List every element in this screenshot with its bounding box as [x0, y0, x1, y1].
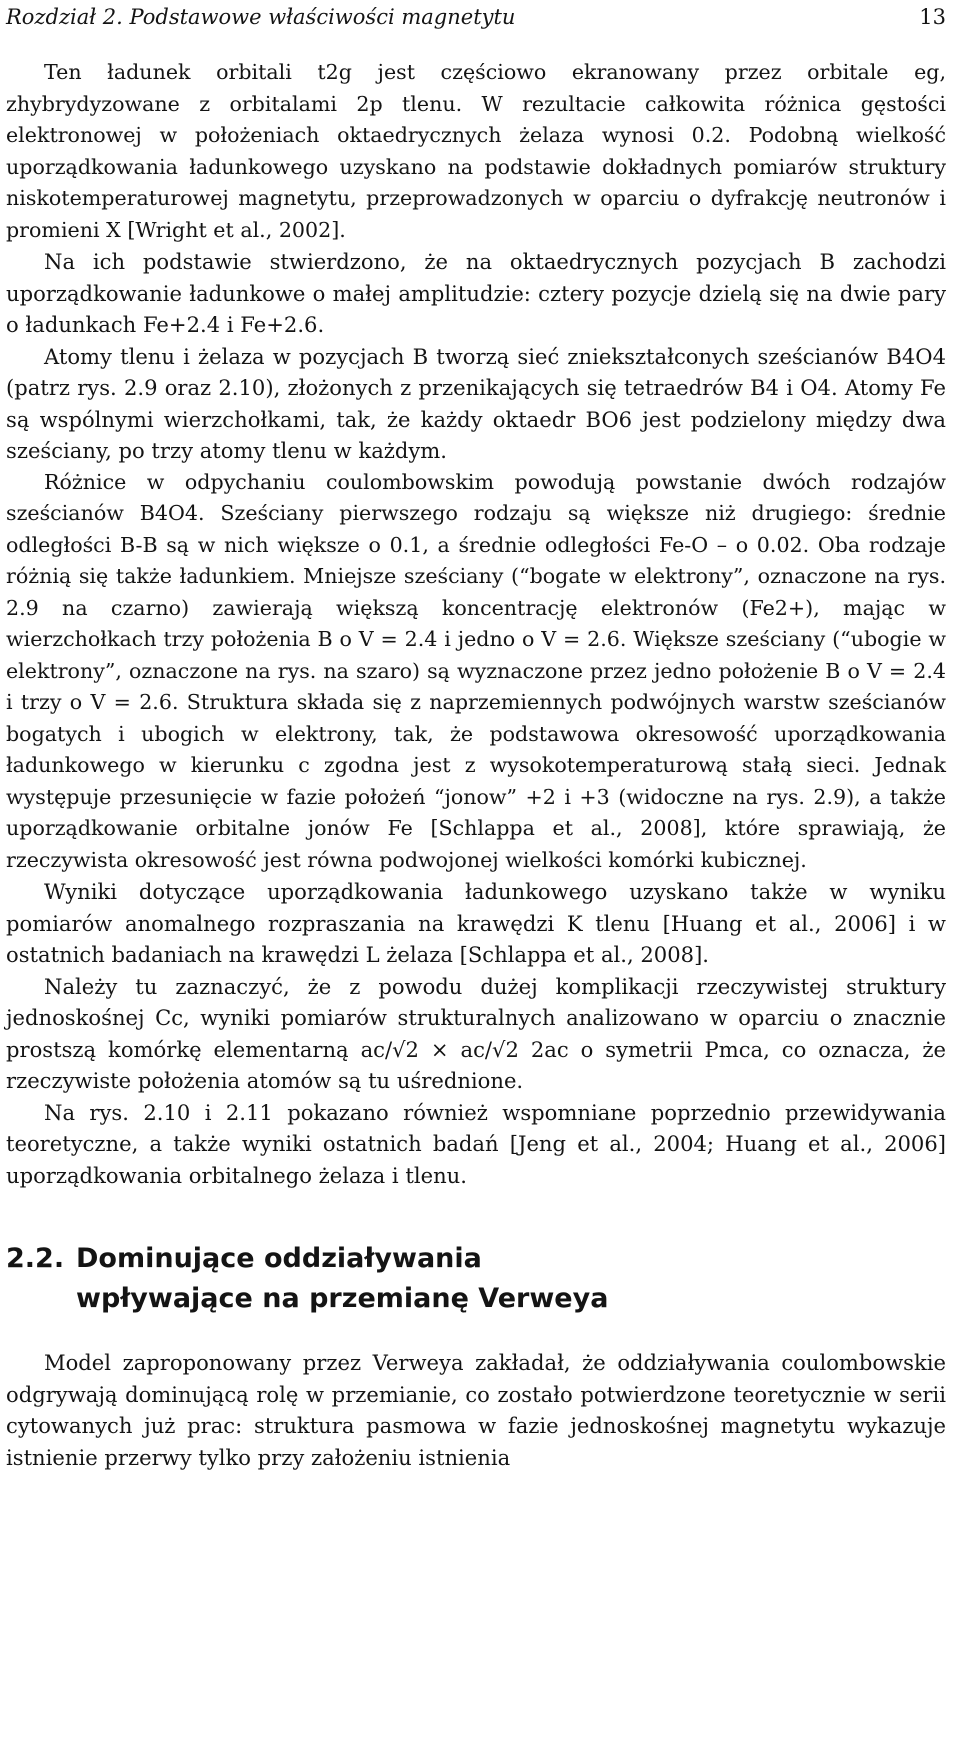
chapter-title: Rozdział 2. Podstawowe właściwości magnetytu [6, 5, 516, 29]
paragraph-8: Model zaproponowany przez Verweya zakładał, że oddziaływania coulombowskie odgrywają dominującą rolę w przemianie, co zostało potwierdzone teoretycznie w serii cytowanych już prac: struktura pasmowa w fazie jednoskośnej magnetytu wykazuje istnienie przerwy tylko przy założeniu istnienia [6, 1350, 946, 1470]
paragraph-4: Różnice w odpychaniu coulombowskim powodują powstanie dwóch rodzajów sześcianów B4O4. Sześciany pierwszego rodzaju są większe niż drugiego: średnie odległości B-B są w nich większe o 0.1, a średnie odległości Fe-O – o 0.02. Oba rodzaje różnią się także ładunkiem. Mniejsze sześciany (“bogate w elektrony”, oznaczone na rys. 2.9 na czarno) zawierają większą koncentrację elektronów (Fe2+), mając w wierzchołkach trzy położenia B o V = 2.4 i jedno o V = 2.6. Większe sześciany (“ubogie w elektrony”, oznaczone na rys. na szaro) są wyznaczone przez jedno położenie B o V = 2.4 i trzy o V = 2.6. Struktura składa się z naprzemiennych podwójnych warstw sześcianów bogatych i ubogich w elektrony, tak, że podstawowa okresowość uporządkowania ładunkowego w kierunku c zgodna jest z wysokotemperaturową stałą sieci. Jednak występuje przesunięcie w fazie położeń “jonow” +2 i +3 (widoczne na rys. 2.9), a także uporządkowanie orbitalne jonów Fe [Schlappa et al., 2008], które sprawiają, że rzeczywista okresowość jest równa podwojonej wielkości komórki kubicznej. [6, 469, 946, 872]
paragraph-1: Ten ładunek orbitali t2g jest częściowo ekranowany przez orbitale eg, zhybrydyzowane z orbitalami 2p tlenu. W rezultacie całkowita różnica gęstości elektronowej w położeniach oktaedrycznych żelaza wynosi 0.2. Podobną wielkość uporządkowania ładunkowego uzyskano na podstawie dokładnych pomiarów struktury niskotemperaturowej magnetytu, przeprowadzonych w oparciu o dyfrakcję neutronów i promieni X [Wright et al., 2002]. [6, 60, 946, 242]
paragraph-3: Atomy tlenu i żelaza w pozycjach B tworzą sieć zniekształconych sześcianów B4O4 (patrz rys. 2.9 oraz 2.10), złożonych z przenikających się tetraedrów B4 i O4. Atomy Fe są wspólnymi wierzchołkami, tak, że każdy oktaedr BO6 jest podzielony między dwa sześciany, po trzy atomy tlenu w każdym. [6, 343, 946, 463]
body-text [6, 57, 946, 1473]
page-number: 13 [919, 5, 946, 29]
section-title: Dominujące oddziaływania wpływające na przemianę Verweya [76, 1243, 609, 1314]
section-number: 2.2. [6, 1243, 65, 1274]
section-heading [6, 1239, 946, 1319]
paragraph-2: Na ich podstawie stwierdzono, że na oktaedrycznych pozycjach B zachodzi uporządkowanie ładunkowe o małej amplitudzie: cztery pozycje dzielą się na dwie pary o ładunkach Fe+2.4 i Fe+2.6. [6, 249, 946, 337]
paragraph-6: Należy tu zaznaczyć, że z powodu dużej komplikacji rzeczywistej struktury jednoskośnej Cc, wyniki pomiarów strukturalnych analizowano w oparciu o znacznie prostszą komórkę elementarną ac/√2 × ac/√2 2ac o symetrii Pmca, co oznacza, że rzeczywiste położenia atomów są tu uśrednione. [6, 973, 946, 1093]
paragraph-5: Wyniki dotyczące uporządkowania ładunkowego uzyskano także w wyniku pomiarów anomalnego rozpraszania na krawędzi K tlenu [Huang et al., 2006] i w ostatnich badaniach na krawędzi L żelaza [Schlappa et al., 2008]. [6, 879, 946, 967]
running-header [6, 2, 946, 32]
paragraph-7: Na rys. 2.10 i 2.11 pokazano również wspomniane poprzednio przewidywania teoretyczne, a także wyniki ostatnich badań [Jeng et al., 2004; Huang et al., 2006] uporządkowania orbitalnego żelaza i tlenu. [6, 1099, 946, 1188]
